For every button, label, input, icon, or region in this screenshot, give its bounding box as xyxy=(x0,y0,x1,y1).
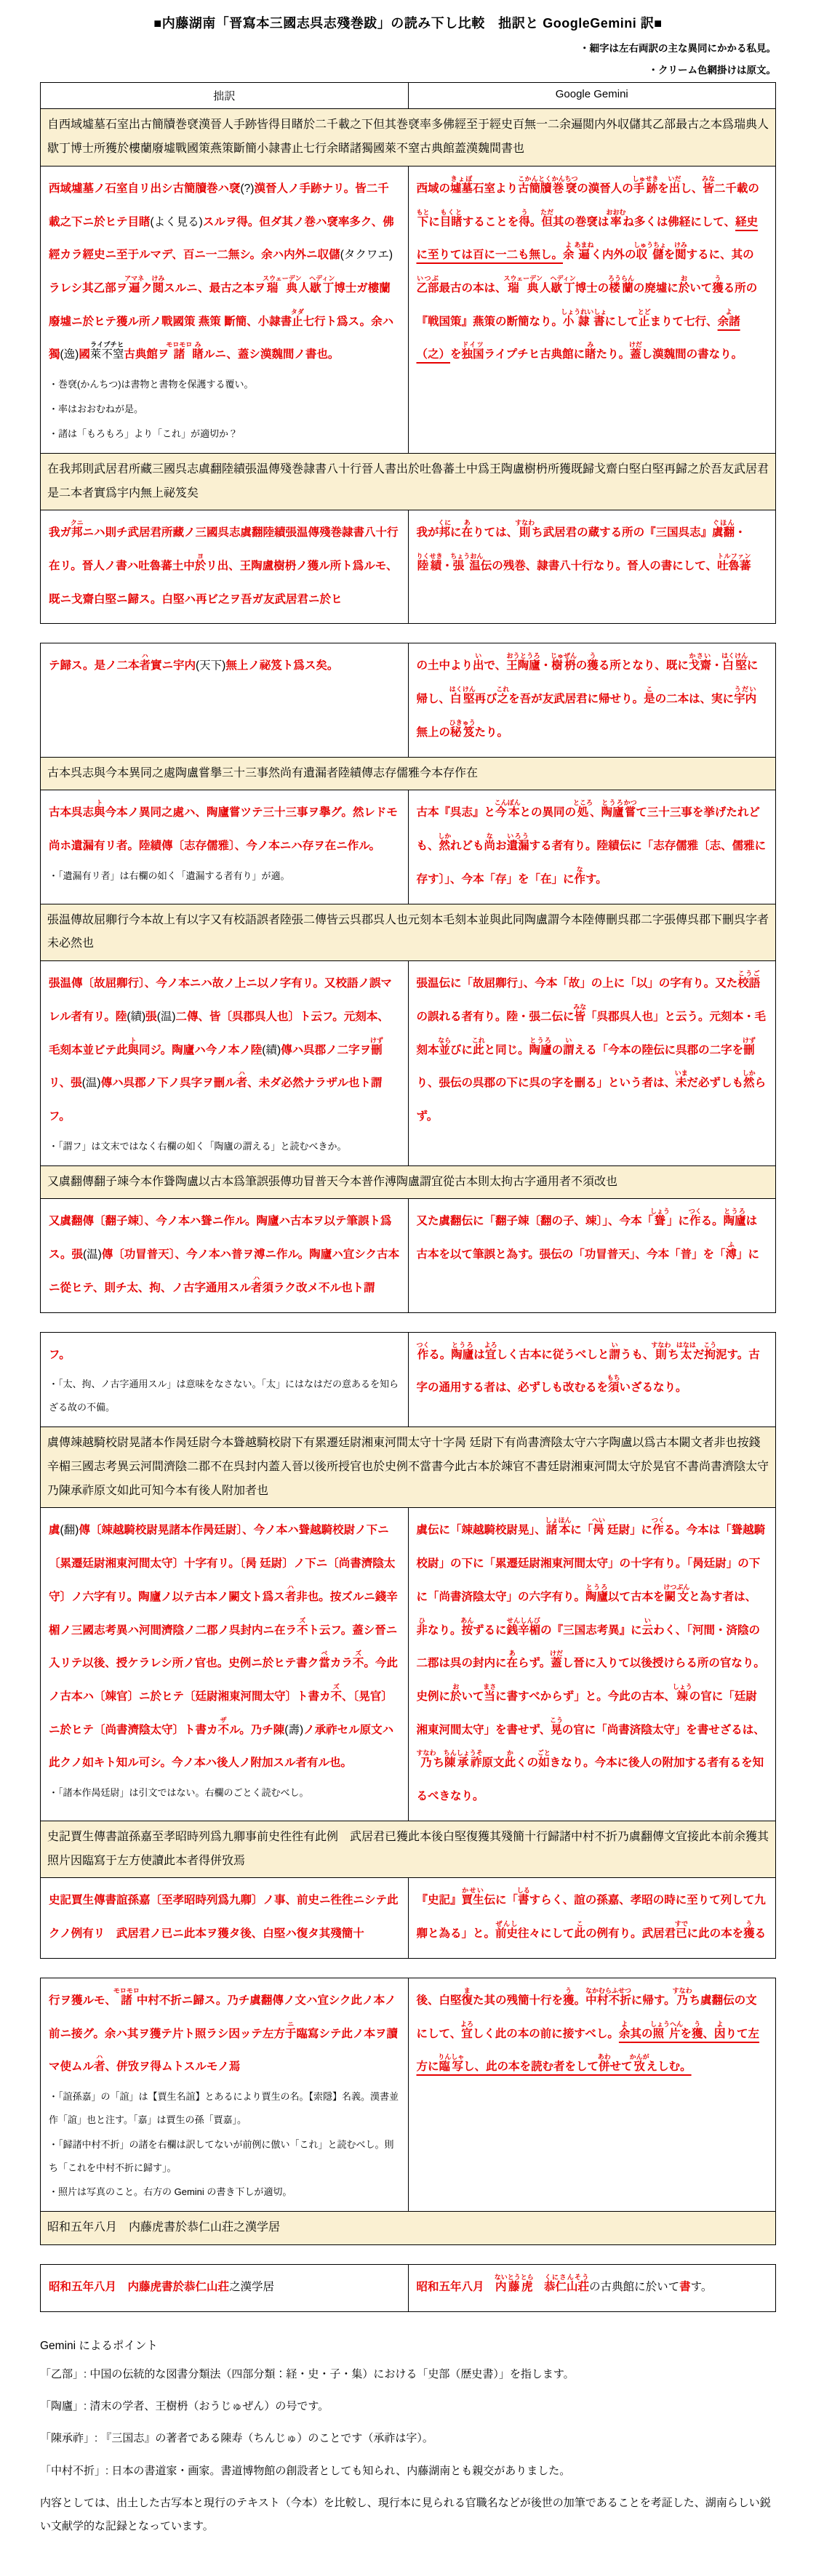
original-text-row: 史記賈生傳書誼孫嘉至孝昭時列爲九卿事前史徃徃有此例 武居君已獲此本後白堅復獲其殘簡十行歸諸中村不折乃虞翻傳文宜接此本前余獲其照片因臨寫于左方使讀此本者得併攷焉 xyxy=(41,1821,776,1878)
table-row xyxy=(41,790,776,904)
gemini-point-item: 「中村不折」: 日本の書道家・画家。書道博物館の創設者としても知られ、内藤湖南とも親交がありました。 xyxy=(40,2464,571,2477)
reading-text: 古本『呉志』と今本こんぼんとの異同の処ところ、陶廬とうろ嘗かつて三十三事を挙げたれども、然しかれども尚なお遺漏いろうする者有り。陸績伝に「志存儒雅〔志、儒雅に存す〕」、今本「存」を「在」に作なす。 xyxy=(416,799,767,886)
table-block xyxy=(40,82,776,624)
reading-text: 史記賈生傳書誼孫嘉〔至孝昭時列爲九卿〕ノ事、前史ニ徃徃ニシテ此クノ例有リ 武居君ノ已ニ此本ヲ獲タ後、白堅ハ復タ其殘簡十 xyxy=(49,1894,399,1941)
table-row xyxy=(41,1508,776,1821)
cell-gemini xyxy=(408,961,776,1165)
cell-setsuyaku xyxy=(41,1508,409,1821)
original-text-row: 古本呉志與今本異同之處陶盧嘗擧三十三事然尚有遺漏者陸績傳志存儒雅今本存作在 xyxy=(41,757,776,790)
table-row xyxy=(41,1165,776,1199)
comment-note: ・巻裦(かんちつ)は書物と書物を保護する覆い。 xyxy=(49,379,254,390)
cell-setsuyaku xyxy=(41,510,409,624)
reading-text: 後、白堅復また其の残簡十行を獲う。中村不折なかむらふせつに帰す。乃すなわち虞翻伝の文にして、宜よろしく此の本の前に接すべし。余よ其の照片しょうへんを獲う、因よりて左方に臨写りんしゃし、此の本を読む者をして併あわせて攷かんがえしむ。 xyxy=(416,1986,760,2074)
cell-setsuyaku xyxy=(41,2265,409,2312)
table-row xyxy=(41,1978,776,2211)
comparison-table xyxy=(40,82,776,2311)
reading-text: テ歸ス。是ノ二本者ハ實ニ宇内(天下)無上ノ祕笈ト爲ス矣。 xyxy=(49,652,339,673)
table-row xyxy=(41,1878,776,1958)
comment-note: ・照片は写真のこと。右方の Gemini の書き下しが適切。 xyxy=(49,2186,292,2198)
reading-text: フ。 xyxy=(49,1348,71,1361)
gemini-point-item: 「陳承祚」: 『三国志』の著者である陳寿（ちんじゅ）のことです（承祚は字）。 xyxy=(40,2432,433,2445)
table-row xyxy=(41,510,776,624)
head-note-1: ・細字は左右両訳の主な異同にかかる私見。 xyxy=(580,43,776,54)
comment-note: ・「歸諸中村不折」の諸を右欄は訳してないが前例に倣い「これ」と読むべし。則ち「これを中村不折に歸す」。 xyxy=(49,2138,394,2173)
comment-note: ・「諸本作昺廷尉」は引文ではない。右欄のごとく読むべし。 xyxy=(49,1787,309,1799)
original-text-row: 張温傳故屈卿行今本故上有以字又有校語誤者陸張二傳皆云呉郡呉人也元刻本毛刻本並與此同陶盧謂今本陸傳刪呉郡二字張傳呉郡下刪呉字者未必然也 xyxy=(41,904,776,961)
cell-setsuyaku xyxy=(41,790,409,904)
column-header-gemini: Google Gemini xyxy=(408,83,776,109)
table-row xyxy=(41,2212,776,2245)
cell-gemini xyxy=(408,1878,776,1958)
reading-text: 張温傳〔故屈卿行〕、今ノ本ニハ故ノ上ニ以ノ字有リ。又校語ノ誤マレル者有リ。陸(績)張(温)二傳、皆〔呉郡呉人也〕ト云フ。元刻本、毛刻本並ビテ此與ト同ジ。陶廬ハ今ノ本ノ陸(績)傳ハ呉郡ノ二字ヲ刪けずリ、張(温)傳ハ呉郡ノ下ノ呉字ヲ刪ル者ハ、未ダ必然ナラザル也ト謂フ。 xyxy=(49,977,392,1123)
original-text-row: 昭和五年八月 内藤虎書於恭仁山荘之漢学居 xyxy=(41,2212,776,2245)
original-text-row: 虞傳竦越騎校尉晃諸本作昺廷尉今本聳越騎校尉下有累遷廷尉湘東河間太守十字昺 廷尉下有尚書濟陰太守六字陶盧以爲古本闕文者非也按錢辛楣三國志考異云河間濟陰二郡不在呉封内蓋入晉以後所授官也於史例不當書今此古本於竦官不書廷尉湘東河間太守於晃官不書尚書濟陰太守乃陳承祚原文如此可知今本有後人附加者也 xyxy=(41,1427,776,1507)
cell-gemini xyxy=(408,1508,776,1821)
original-text-row: 又虞翻傳翻子竦今本作聳陶盧以古本爲筆誤張傳功冒普天今本普作溥陶盧謂宜從古本則太拘古字通用者不須改也 xyxy=(41,1165,776,1199)
gemini-point-item: 「陶廬」: 清末の学者、王樹枬（おうじゅぜん）の号です。 xyxy=(40,2400,329,2412)
cell-setsuyaku xyxy=(41,643,409,757)
reading-text: 虞(翻)傳〔竦越騎校尉晃諸本作昺廷尉〕、今ノ本ハ聳越騎校尉ノ下ニ〔累遷廷尉湘東河間太守〕十字有リ。〔昺 廷尉〕ノ下ニ〔尚書濟陰太守〕ノ六字有リ。陶廬ノ以テ古本ノ闕文ト爲ス者ハ非也。按ズルニ錢辛楣ノ三國志考異ハ河間濟陰ノ二郡ノ呉封内ニ在ラ不ズト云フ。蓋シ晉ニ入リテ以後、授ケラレシ所ノ官也。史例ニ於ヒテ書ク當ベカラ不ズ。今此ノ古本ハ〔竦官〕ニ於ヒテ〔廷尉湘東河間太守〕ト書カ不ズ、〔晃官〕ニ於ヒテ〔尚書濟陰太守〕ト書カ不ザル。乃チ陳(壽)ノ承祚セル原文ハ此クノ如キト知ル可シ。今ノ本ハ後人ノ附加スル者有ル也。 xyxy=(49,1524,398,1770)
table-row xyxy=(41,1427,776,1507)
comment-note: ・率はおおむねが是。 xyxy=(49,404,144,415)
reading-text: 西域の墟墓きょぼ石室より古簡牘こかんとく巻裦かんちつの漢晉人の手跡しゅせきを出いだし、皆みな二千載の下もとに目睹もくとすることを得う。但ただ其の巻裦は率おおむね多くは佛経にして、経史に至りては百に一二も無し。余よ遍あまねく内外の収儲しゅうちょを閲けみするに、其の乙部いつぶ最古の本は、瑞典スウェーデン人歇丁ヘディン博士の楼蘭ろうらんの廃墟に於おいて獲うる所の『戦国策』燕策の断簡なり。小隷書しょうれいしょにして止とどまりて七行、余諸よ（之）を独国ドイツライプチヒ古典館に睹みたり。蓋けだし漢魏間の書なり。 xyxy=(416,174,759,361)
table-block xyxy=(40,2264,776,2312)
table-row xyxy=(41,904,776,961)
cell-gemini xyxy=(408,2265,776,2312)
table-row xyxy=(41,1199,776,1312)
gemini-points-heading: Gemini によるポイント xyxy=(40,2339,158,2352)
reading-text: 『史記』賈生かせい伝に「書しるすらく、誼の孫嘉、孝昭の時に至りて列して九卿と為る」と。前史ぜんし往々にして此この例有り。武居君已すでに此の本を獲うる xyxy=(416,1887,767,1941)
head-note-2: ・クリーム色網掛けは原文。 xyxy=(648,64,776,76)
reading-text: 我ガ邦クニニハ則チ武居君所藏ノ三國呉志虞翻陸績張温傳殘巻隷書八十行在リ。晉人ノ書ハ吐魯蕃土中於ヨリ出、王陶盧樹枬ノ獲ル所ト爲ルモ、既ニ戈齋白堅ニ歸ス。白堅ハ再ビ之ヲ吾ガ友武居君ニ於ヒ xyxy=(49,519,399,606)
table-block xyxy=(40,643,776,1312)
table-row xyxy=(41,109,776,166)
table-row xyxy=(41,1821,776,1878)
cell-gemini xyxy=(408,1978,776,2211)
cell-setsuyaku xyxy=(41,1878,409,1958)
table-block xyxy=(40,1332,776,1959)
cell-setsuyaku xyxy=(41,166,409,453)
reading-text: 又虞翻傳〔翻子竦〕、今ノ本ハ聳ニ作ル。陶廬ハ古本ヲ以テ筆誤ト爲ス。張(温)傳〔功冒普天〕、今ノ本ハ普ヲ溥ニ作ル。陶廬ハ宜シク古本ニ從ヒテ、則チ太、拘、ノ古字通用スル者ハ須ラク改メ不ル也ト謂 xyxy=(49,1215,399,1294)
reading-text: 我が邦くにに在ありては、則すなわち武居君の蔵する所の『三国呉志』虞翻ぐほん・陸績りくせき・張温ちょうおん伝の残巻、隷書八十行なり。晉人の書にして、吐魯蕃トルファン xyxy=(416,519,751,573)
gemini-points-section xyxy=(40,2337,776,2539)
reading-text: 虞伝に「竦越騎校尉晃」、諸本しょほんに「昺へい 廷尉」に作つくる。今本は「聳越騎校尉」の下に「累遷廷尉湘東河間太守」の十字有り。「昺廷尉」の下に「尚書済陰太守」の六字有り。陶廬とうろ以て古本を闕文けつぶんと為す者は、非ひなり。按あんずるに銭辛楣せんしんびの『三国志考異』に云いわく、「河間・済陰の二郡は呉の封内に在あらず。蓋けだし晉に入りて以後授けらる所の官なり。史例に於おいて当まさに書すべからず」と。今此の古本、竦しょうの官に「廷尉湘東河間太守」を書せず、晃こうの官に「尚書済陰太守」を書せざるは、乃すなわち陳承祚ちんしょうそ原文此かくの如ごときなり。今本に後人の附加する者有るを知るべきなり。 xyxy=(416,1517,766,1803)
table-row xyxy=(41,1332,776,1427)
cell-gemini xyxy=(408,1332,776,1427)
comment-note: ・「誼孫嘉」の「誼」は【賈生名誼】とあるにより賈生の名。【索隱】名義。漢書並作「誼」也と注す。「嘉」は賈生の孫「賈嘉」。 xyxy=(49,2091,399,2125)
cell-gemini xyxy=(408,643,776,757)
table-row xyxy=(41,2265,776,2312)
reading-text: の土中より出いで、王陶廬おうとうろ・樹枬じゅぜんの獲うる所となり、既に戈齋かさい・白堅はくけんに帰し、白堅はくけん再び之これを吾が友武居君に帰せり。是この二本は、実に宇内うだい無上の秘笈ひきゅうたり。 xyxy=(416,652,759,739)
column-header-setsuyaku: 拙訳 xyxy=(41,83,409,109)
original-text-row: 在我邦則武居君所藏三國呉志虞翻陸績張温傳殘巻隷書八十行晉人書出於吐魯蕃土中爲王陶盧樹枬所獲既歸戈齋白堅白堅再歸之於吾友武居君是二本者實爲宇内無上祕笈矣 xyxy=(41,453,776,510)
cell-gemini xyxy=(408,510,776,624)
reading-text: 昭和五年八月 内藤虎ないとうとら 恭仁山荘くにさんそうの古典館に於いて書す。 xyxy=(416,2274,713,2294)
page-title: ■内藤湖南「晋寫本三國志呉志殘巻跋」の読み下し比較 拙訳と GoogleGemini 訳■ xyxy=(153,16,663,31)
cell-setsuyaku xyxy=(41,961,409,1165)
table-row xyxy=(41,961,776,1165)
reading-text: 昭和五年八月 内藤虎書於恭仁山荘之漢学居 xyxy=(49,2281,275,2294)
reading-text: 西域墟墓ノ石室自リ出シ古簡牘巻ハ裦(?)漢晉人ノ手跡ナリ。皆二千載之下ニ於ヒテ目睹(よく見る)スルヲ得。但ダ其ノ巻ハ裦率多ク、佛經カラ經史ニ至于ルマデ、百ニ一二無シ。余ハ内外ニ収儲(タクワエ)ラレシ其乙部ヲ遍アマネク閲けみスルニ、最古之本ヲ瑞典スウェーデン人歇丁ヘディン博士ガ樓蘭廢墟ニ於ヒテ獲ル所ノ戰國策 燕策 斷簡、小隷書止タダ七行ト爲ス。余ハ獨(逸)國萊不窒ライプチヒ古典館ヲ諸モロモロ睹みルニ、蓋シ漢魏間ノ書也。 xyxy=(49,182,394,361)
gemini-point-item: 「乙部」: 中国の伝統的な図書分類法（四部分類：経・史・子・集）における「史部（歴史書）」を指します。 xyxy=(40,2367,575,2380)
cell-setsuyaku xyxy=(41,1978,409,2211)
table-row xyxy=(41,453,776,510)
table-block xyxy=(40,1978,776,2245)
table-row xyxy=(41,643,776,757)
comment-note: ・「太、拘、ノ古字通用スル」は意味をなさない。「太」にはなはだの意あるを知らざる故の不備。 xyxy=(49,1379,399,1413)
cell-gemini xyxy=(408,790,776,904)
reading-text: 又た虞翻伝に「翻子竦〔翻の子、竦〕」、今本「聳しょう」に作つくる。陶廬とうろは古本を以て筆誤と為す。張伝の「功冒普天」、今本「普」を「溥ふ」に xyxy=(416,1208,760,1261)
cell-gemini xyxy=(408,166,776,453)
reading-text: 行ヲ獲ルモ、諸モロモロ中村不折ニ歸ス。乃チ虞翻傳ノ文ハ宜シク此ノ本ノ前ニ接グ。余ハ其ヲ獲テ片ト照ラシ因ッテ左方于ニ臨寫シテ此ノ本ヲ讀マ使ムル者ハ、併攷ヲ得ムトスルモノ焉 xyxy=(49,1986,398,2074)
cell-gemini xyxy=(408,1199,776,1312)
comment-note: ・諸は「もろもろ」より「これ」が適切か？ xyxy=(49,428,239,439)
cell-setsuyaku xyxy=(41,1199,409,1312)
comment-note: ・「謂フ」は文末ではなく右欄の如く「陶廬の謂える」と読むべきか。 xyxy=(49,1140,347,1152)
reading-text: 作つくる。陶廬とうろは宜よろしく古本に従うべしと謂いうも、則すなわち太はなはだ拘こう泥す。古字の通用する者は、必ずしも改むるを須もちいざるなり。 xyxy=(416,1341,760,1395)
table-row xyxy=(41,83,776,109)
comment-note: ・「遺漏有リ者」は右欄の如く「遺漏する者有り」が適。 xyxy=(49,870,290,881)
reading-text: 張温伝に「故屈卿行」、今本「故」の上に「以」の字有り。又た校語こうごの誤れる者有り。陸・張二伝に皆みな「呉郡呉人也」と云う。元刻本・毛刻本並ならびに此これと同じ。陶廬とうろの謂いえる「今本の陸伝に呉郡の二字を刪けずり、張伝の呉郡の下に呉の字を刪る」という者は、未いまだ必ずしも然しからず。 xyxy=(416,970,767,1123)
reading-text: 古本呉志與ト今本ノ異同之處ハ、陶廬嘗ツテ三十三事ヲ擧グ。然レドモ尚ホ遺漏有リ者。陸績傳〔志存儒雅〕、今ノ本ニハ存ヲ在ニ作ル。 xyxy=(49,799,398,853)
table-row xyxy=(41,166,776,453)
original-text-row: 自西域墟墓石室出古簡牘巻裦漢晉人手跡皆得目睹於二千載之下但其巻裦率多佛經至于經史百無一二余遍閲内外収儲其乙部最古之本爲瑞典人歇丁博士所獲於樓蘭廢墟戰國策燕策斷簡小隷書止七行余睹諸獨國萊不窒古典館蓋漢魏間書也 xyxy=(41,109,776,166)
gemini-point-item: 内容としては、出土した古写本と現行のテキスト（今本）を比較し、現行本に見られる官職名などが後世の加筆であることを考証した、湖南らしい鋭い文献学的な記録となっています。 xyxy=(40,2496,771,2532)
table-row xyxy=(41,757,776,790)
gemini-points-list xyxy=(40,2363,776,2539)
cell-setsuyaku xyxy=(41,1332,409,1427)
